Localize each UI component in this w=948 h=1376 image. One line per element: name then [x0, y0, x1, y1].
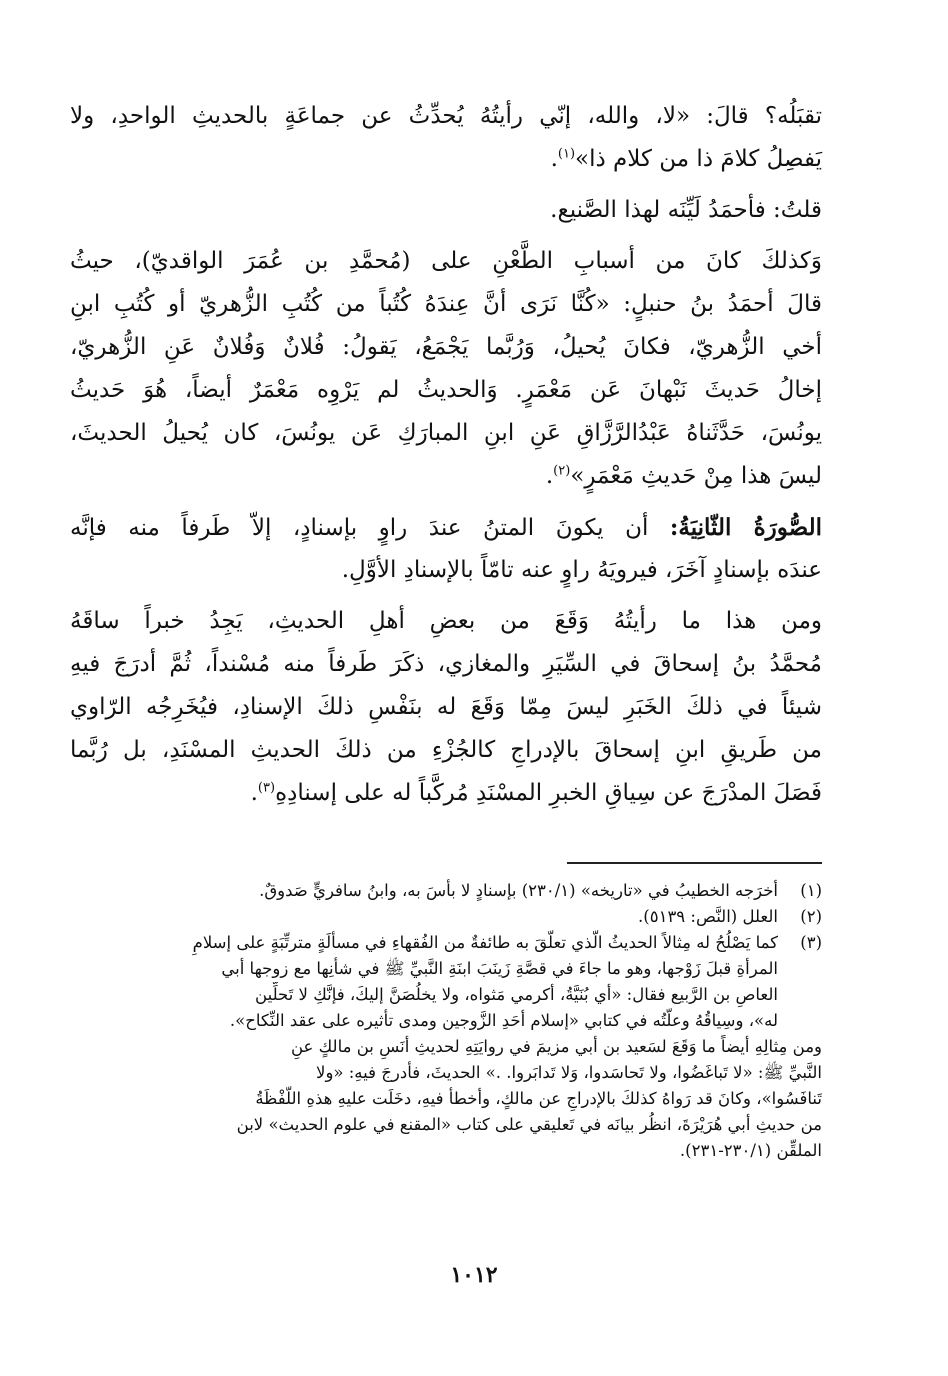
punctuation: . — [250, 780, 258, 806]
punctuation: . — [550, 146, 558, 172]
body-line — [70, 240, 822, 283]
footnote-text: كما يَصْلُحُ له مِثالاً الحديثُ الّذي تعلَّقَ به طائفةٌ من الفُقهاءِ في مسألَةٍ مترتِّبَةٍ على إسلامِ — [192, 933, 778, 952]
body-line-text: ليسَ هذا مِنْ حَديثِ مَعْمَرٍ» — [570, 463, 822, 489]
footnote-text: العاصِ بن الرَّبيع فقال: «أي بُنَيَّةُ، أكرمي مَثواه، ولا يخلُصَنَّ إليكَ، فإنَّكِ لا تَحلِّين — [255, 985, 778, 1004]
body-line-text: من طَريقِ ابنِ إسحاقَ بالإدراجِ كالجُزْءِ من ذلكَ الحديثِ المسْنَدِ، بل رُبَّما — [70, 737, 822, 763]
body-line-text: شيئاً في ذلكَ الخَبَرِ ليسَ مِمّا وَقَعَ له بنَفْسِ ذلكَ الإسنادِ، فيُخَرِجُه الرّاوي — [70, 694, 822, 720]
body-line-text: وَكذلكَ كانَ من أسبابِ الطَّعْنِ على (مُحمَّدِ بن عُمَرَ الواقديّ)، حيثُ — [70, 248, 822, 274]
section-heading: الصُّورَةُ الثّانِيَةُ: — [669, 514, 822, 541]
body-line-text: تقبَلُه؟ قالَ: «لا، والله، إنّي رأيتُهُ يُحدِّثُ عن جماعَةٍ بالحديثِ الواحدِ، ولا — [70, 103, 822, 129]
footnote-text: ومن مِثالِهِ أيضاً ما وَقَعَ لسَعيد بن أبي مزيمَ في روايَتِهِ لحديثِ أنَسِ بن مالكٍ عنِ — [291, 1037, 822, 1056]
footnote-item — [70, 904, 822, 930]
footnote-item — [70, 930, 822, 956]
punctuation: . — [545, 463, 554, 489]
footnote-ref: (١) — [557, 146, 576, 162]
footnote-text: تَنافَسُوا»، وكانَ قد رَواهُ كذلكَ بالإدراجِ عن مالكٍ، وأخطأ فيهِ، دخَلَت عليهِ هذهِ اللَّفْظَةُ — [255, 1089, 822, 1108]
footnote-number: (١) — [800, 881, 822, 900]
body-line-text: إخالُ حَديثَ نَبْهانَ عَن مَعْمَرٍ. وَالحديثُ لم يَرْوِه مَعْمَرٌ أيضاً، هُوَ حَديثُ — [70, 377, 822, 403]
body-line-text: قالَ أحمَدُ بنُ حنبلٍ: «كُنَّا نَرَى أنَّ عِندَهُ كُتُباً من كُتُبِ الزُّهريّ أو كُتُبِ ابنِ — [70, 291, 822, 317]
footnote-text: العلل (النَّص: ٥١٣٩). — [638, 907, 778, 926]
body-line-text: فَصَلَ المدْرَجَ عن سِياقِ الخبرِ المسْنَدِ مُركَّباً له على إسنادِهِ — [275, 780, 822, 806]
footnote-ref: (٢) — [553, 463, 571, 479]
footnote-separator — [567, 862, 822, 864]
body-line-text: يونُسَ، حَدَّثَناهُ عَبْدُالرَّزَّاقِ عَنِ ابنِ المبارَكِ عَن يونُسَ، كان يُحيلُ الحديثَ، — [70, 420, 822, 446]
body-line-text: أخي الزُّهريّ، فكانَ يُحيلُ، وَرُبَّما يَجْمَعُ، يَقولُ: فُلانٌ وَفُلانٌ عَنِ الزُّهريّ، — [70, 334, 822, 360]
body-line-text: أن يكونَ المتنُ عندَ راوٍ بإسنادٍ، إلاّ طَرفاً منه فإنَّه — [70, 515, 670, 541]
body-line — [70, 455, 822, 498]
body-line-text: يَفصِلُ كلامَ ذا من كلام ذا» — [575, 146, 822, 172]
body-line — [70, 326, 822, 369]
body-line-text: ومن هذا ما رأيتُهُ وَقَعَ من بعضِ أهلِ الحديثِ، يَجِدُ خبراً ساقَهُ — [70, 608, 822, 634]
footnote-number: (٣) — [800, 933, 822, 952]
body-line — [70, 283, 822, 326]
footnote-text: أخرَجه الخطيبُ في «تاريخه» (٢٣٠/١) بإسنادٍ لا بأسَ به، وابنُ سافريٍّ صَدوقٌ. — [259, 881, 778, 900]
footnote-number: (٢) — [800, 907, 822, 926]
body-line — [70, 95, 822, 138]
body-line — [70, 686, 822, 729]
footnote-text: من حديثِ أبي هُرَيْرَةَ، انظُر بيانَه في تَعليقي على كتاب «المقنع في علوم الحديث» لابن — [236, 1115, 822, 1134]
body-line — [70, 772, 822, 815]
body-line — [70, 412, 822, 455]
body-line — [70, 369, 822, 412]
main-text-block — [70, 95, 822, 815]
body-line — [70, 549, 822, 592]
footnote-ref: (٣) — [257, 780, 276, 796]
body-line — [70, 138, 822, 181]
footnote-text: المرأةِ قبلَ زَوْجها، وهو ما جاءَ في قصَّةِ زَينَبَ ابنَةِ النَّبيِّ ﷺ في شأنِها مع زوجها أبي — [221, 959, 778, 978]
body-line-text: قلتُ: فأحمَدُ لَيِّنَه لهذا الصَّنيع. — [550, 197, 822, 223]
body-line — [70, 506, 822, 549]
body-line-text: مُحمَّدُ بنُ إسحاقَ في السِّيَرِ والمغازي، ذكَرَ طَرفاً منه مُسْنداً، ثُمَّ أدرَجَ فيهِ — [70, 651, 822, 677]
page-number: ١٠١٢ — [450, 1262, 498, 1288]
body-line — [70, 600, 822, 643]
footnote-text: الملقِّن (٢٣٠/١-٢٣١). — [679, 1141, 822, 1160]
footnotes-list — [70, 878, 822, 1164]
body-line — [70, 729, 822, 772]
footnote-item — [70, 878, 822, 904]
body-line-text: عندَه بإسنادٍ آخَرَ، فيرويَهُ راوٍ عنه تامّاً بالإسنادِ الأوَّلِ. — [341, 557, 822, 583]
footnote-text: النَّبيِّ ﷺ: «لا تَباغَضُوا، ولا تَحاسَدوا، وَلا تَدابَروا. .» الحديثَ، فأدرجَ فيهِ: «ولا — [316, 1063, 822, 1082]
body-line — [70, 189, 822, 232]
body-line — [70, 643, 822, 686]
footnote-text: له»، وسِياقُهُ وعلَّتُه في كتابي «إسلام أحَدِ الزَّوجين ومدى تأثيره على عقد النِّكاح». — [229, 1011, 778, 1030]
